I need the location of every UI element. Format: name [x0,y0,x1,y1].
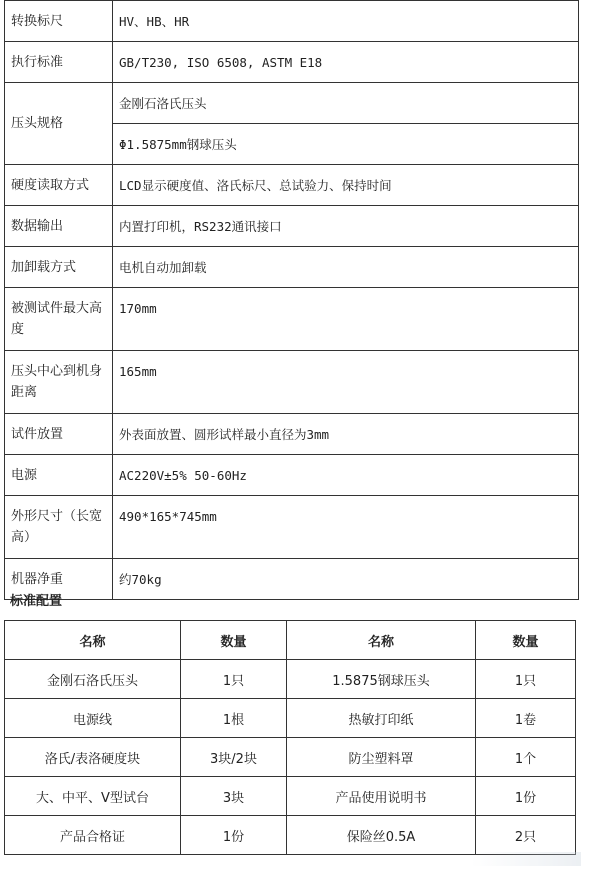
item-name: 大、中平、V型试台 [5,777,181,816]
spec-row [5,165,579,206]
spec-value: 165mm [113,351,579,414]
item-quantity: 1卷 [476,699,576,738]
spec-row [5,288,579,351]
table-row [5,777,576,816]
item-quantity: 1份 [181,816,287,855]
spec-label: 数据输出 [5,206,113,247]
spec-value: 约70kg [113,559,579,600]
standard-config-table [4,620,576,855]
spec-label: 转换标尺 [5,1,113,42]
table-row [5,738,576,777]
item-name: 电源线 [5,699,181,738]
spec-row [5,414,579,455]
table-row [5,699,576,738]
spec-value: LCD显示硬度值、洛氏标尺、总试验力、保持时间 [113,165,579,206]
item-name: 洛氏/表洛硬度块 [5,738,181,777]
column-header: 数量 [181,621,287,660]
spec-value: AC220V±5% 50-60Hz [113,455,579,496]
spec-row [5,247,579,288]
item-quantity: 2只 [476,816,576,855]
section-title: 标准配置 [10,594,63,609]
spec-row [5,351,579,414]
spec-label: 试件放置 [5,414,113,455]
item-quantity: 1份 [476,777,576,816]
specifications-table [4,0,579,600]
spec-label: 压头中心到机身距离 [5,351,113,414]
spec-value: 电机自动加卸载 [113,247,579,288]
item-quantity: 3块/2块 [181,738,287,777]
spec-value: 内置打印机，RS232通讯接口 [113,206,579,247]
spec-value: 外表面放置、圆形试样最小直径为3mm [113,414,579,455]
item-name: 产品合格证 [5,816,181,855]
spec-value: 490*165*745mm [113,496,579,559]
item-name: 防尘塑料罩 [287,738,476,777]
column-header: 名称 [5,621,181,660]
spec-row [5,455,579,496]
watermark [471,852,581,866]
spec-value: Φ1.5875mm钢球压头 [113,124,579,165]
table-row [5,816,576,855]
spec-label: 外形尺寸（长宽高） [5,496,113,559]
spec-row [5,1,579,42]
spec-row [5,206,579,247]
item-name: 热敏打印纸 [287,699,476,738]
spec-row [5,42,579,83]
spec-row [5,559,579,600]
spec-label: 执行标准 [5,42,113,83]
spec-value: HV、HB、HR [113,1,579,42]
item-quantity: 1只 [476,660,576,699]
spec-row [5,83,579,124]
item-quantity: 1根 [181,699,287,738]
spec-label: 电源 [5,455,113,496]
spec-value: 170mm [113,288,579,351]
spec-label: 加卸载方式 [5,247,113,288]
item-quantity: 3块 [181,777,287,816]
spec-label: 压头规格 [5,83,113,165]
table-row [5,660,576,699]
spec-label: 被测试件最大高度 [5,288,113,351]
spec-label: 硬度读取方式 [5,165,113,206]
item-name: 金刚石洛氏压头 [5,660,181,699]
item-name: 保险丝0.5A [287,816,476,855]
item-quantity: 1个 [476,738,576,777]
item-name: 产品使用说明书 [287,777,476,816]
spec-row [5,496,579,559]
column-header: 名称 [287,621,476,660]
item-name: 1.5875钢球压头 [287,660,476,699]
column-header: 数量 [476,621,576,660]
spec-value: 金刚石洛氏压头 [113,83,579,124]
table-header-row [5,621,576,660]
item-quantity: 1只 [181,660,287,699]
spec-label: 机器净重 [5,559,113,600]
spec-value: GB/T230, ISO 6508, ASTM E18 [113,42,579,83]
